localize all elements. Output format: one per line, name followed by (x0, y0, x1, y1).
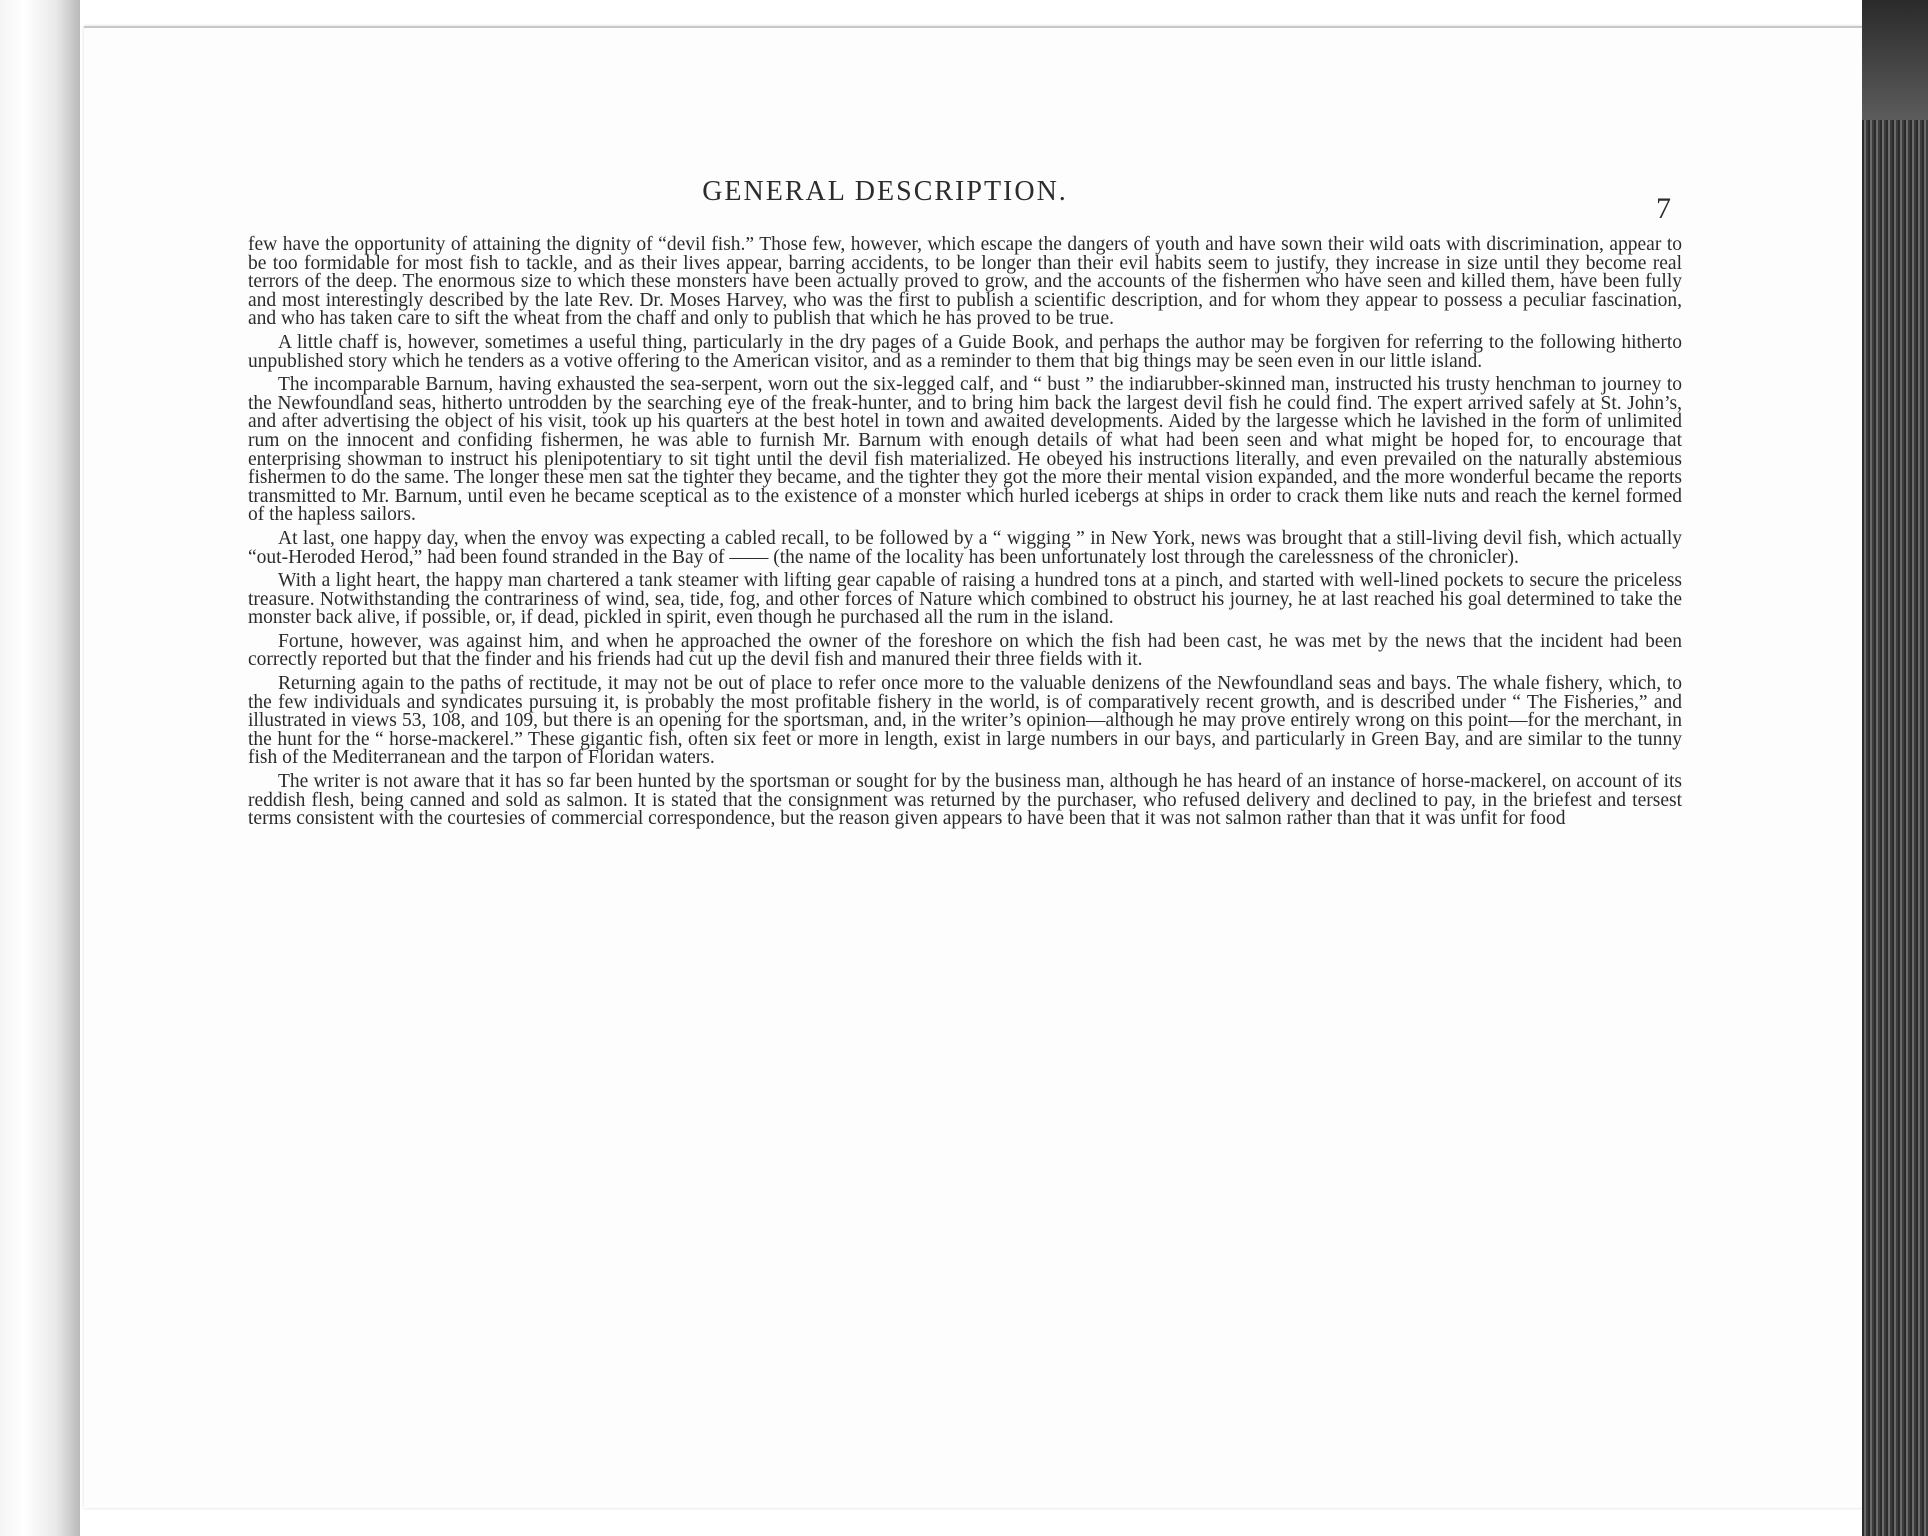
running-head-title: GENERAL DESCRIPTION. (702, 176, 1068, 207)
left-page-margin (0, 0, 80, 1536)
paragraph: few have the opportunity of attaining the dignity of “devil fish.” Those few, however, which escape the dangers of youth and have sown their wild oats with discrimination, appear to be too formidable for most fish to tackle, and as their lives appear, barring accidents, to be longer than their evil habits seem to justify, they increase in size until they become real terrors of the deep. The enormous size to which these monsters have been actually proved to grow, and the accounts of the fishermen who have seen and killed them, have been fully and most interestingly described by the late Rev. Dr. Moses Harvey, who was the first to publish a scientific description, and for whom they appear to possess a peculiar fascination, and who has taken care to sift the wheat from the chaff and only to publish that which he has proved to be true. (248, 234, 1682, 330)
paragraph: The writer is not aware that it has so far been hunted by the sportsman or sought for by the business man, although he has heard of an instance of horse-mackerel, on account of its reddish flesh, being canned and sold as salmon. It is stated that the consignment was returned by the purchaser, who refused delivery and declined to pay, in the briefest and tersest terms consistent with the courtesies of commercial correspondence, but the reason given appears to have been that it was not salmon rather than that it was unfit for food (248, 771, 1682, 830)
paragraph: With a light heart, the happy man chartered a tank steamer with lifting gear capable of raising a hundred tons at a pinch, and started with well-lined pockets to secure the priceless treasure. Notwithstanding the contrariness of wind, sea, tide, fog, and other forces of Nature which combined to obstruct his journey, he at last reached his goal determined to take the monster back alive, if possible, or, if dead, pickled in spirit, even though he purchased all the rum in the island. (248, 570, 1682, 629)
book-edge (1862, 0, 1928, 1536)
paragraph: At last, one happy day, when the envoy was expecting a cabled recall, to be followed by a “ wigging ” in New York, news was brought that a still-living devil fish, which actually “out-Heroded Herod,” had been found stranded in the Bay of —— (the name of the locality has been unfortunately lost through the carelessness of the chronicler). (248, 527, 1682, 568)
page-number: 7 (1656, 192, 1671, 225)
paragraph: The incomparable Barnum, having exhausted the sea-serpent, worn out the six-legged calf, and “ bust ” the indiarubber-skinned man, instructed his trusty henchman to journey to the Newfoundland seas, hitherto untrodden by the searching eye of the freak-hunter, and to bring him back the largest devil fish he could find. The expert arrived safely at St. John’s, and after advertising the object of his visit, took up his quarters at the best hotel in town and awaited developments. Aided by the largesse which he lavished in the form of unlimited rum on the innocent and confiding fishermen, he was able to furnish Mr. Barnum with enough details of what had been seen and what might be hoped for, to encourage that enterprising showman to instruct his plenipotentiary to sit tight until the devil fish materialized. He obeyed his instructions literally, and even prevailed on the naturally abstemious fishermen to do the same. The longer these men sat the tighter they became, and the tighter they got the more their mental vision expanded, and the more wonderful became the reports transmitted to Mr. Barnum, until even he became sceptical as to the existence of a monster which hurled icebergs at ships in order to crack them like nuts and reach the kernel formed of the hapless sailors. (248, 374, 1682, 526)
book-cover-corner (1862, 0, 1928, 120)
paragraph: Returning again to the paths of rectitude, it may not be out of place to refer once more to the valuable denizens of the Newfoundland seas and bays. The whale fishery, which, to the few individuals and syndicates pursuing it, is probably the most profitable fishery in the world, is of comparatively recent growth, and is described under “ The Fisheries,” and illustrated in views 53, 108, and 109, but there is an opening for the sportsman, and, in the writer’s opinion—although he may prove entirely wrong on this point—for the merchant, in the hunt for the “ horse-mackerel.” These gigantic fish, often six feet or more in length, exist in large numbers in our bays, and particularly in Green Bay, and are similar to the tunny fish of the Mediterranean and the tarpon of Floridan waters. (248, 673, 1682, 769)
paragraph: A little chaff is, however, sometimes a useful thing, particularly in the dry pages of a Guide Book, and perhaps the author may be forgiven for referring to the following hitherto unpublished story which he tenders as a votive offering to the American visitor, and as a reminder to them that big things may be seen even in our little island. (248, 331, 1682, 372)
body-text (248, 236, 1682, 834)
paragraph: Fortune, however, was against him, and when he approached the owner of the foreshore on which the fish had been cast, he was met by the news that the incident had been correctly reported but that the finder and his friends had cut up the devil fish and manured their three fields with it. (248, 630, 1682, 671)
